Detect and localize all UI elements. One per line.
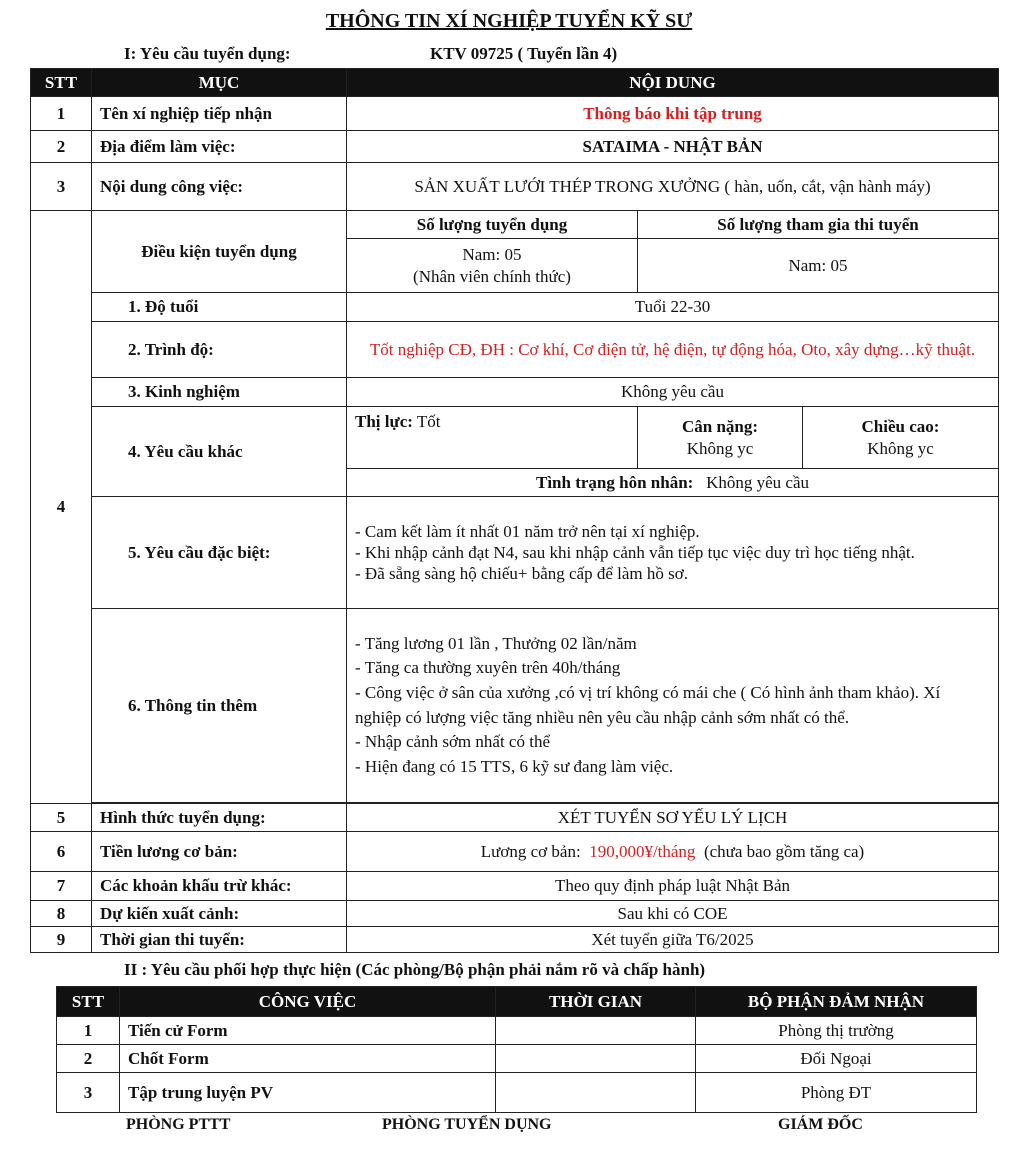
row-stt: 1: [31, 97, 92, 131]
salary-prefix: Lương cơ bản:: [480, 841, 581, 861]
row-item: Tiền lương cơ bản:: [92, 832, 347, 872]
table-row: [31, 872, 999, 901]
salary-suffix: (chưa bao gồm tăng ca): [703, 841, 865, 861]
row-dept: Phòng thị trường: [696, 1017, 977, 1045]
height-value: Không yc: [867, 438, 934, 458]
row-stt: 5: [31, 804, 92, 832]
coordination-table: [56, 986, 977, 1113]
signature-recruitment: PHÒNG TUYỂN DỤNG: [382, 1116, 552, 1133]
row-task: Tập trung luyện PV: [120, 1073, 496, 1113]
list-item: - Khi nhập cảnh đạt N4, sau khi nhập cảnh vẫn tiếp tục việc duy trì học tiếng nhật.: [355, 542, 915, 562]
row-stt: 4: [31, 211, 92, 804]
header-time: THỜI GIAN: [496, 987, 696, 1017]
list-item: - Đã sẵng sàng hộ chiếu+ bằng cấp để làm hồ sơ.: [355, 564, 688, 584]
vision-value: Tốt: [416, 412, 441, 431]
special-requirements-row: [31, 497, 999, 609]
row-task: Chốt Form: [120, 1045, 496, 1073]
signature-pttt: PHÒNG PTTT: [126, 1116, 231, 1133]
list-item: - Hiện đang có 15 TTS, 6 kỹ sư đang làm việc.: [355, 756, 674, 776]
table-row: [31, 163, 999, 211]
education-row: [31, 322, 999, 378]
conditions-label: Điều kiện tuyển dụng: [92, 211, 347, 293]
list-item: - Tăng lương 01 lần , Thưởng 02 lần/năm: [355, 633, 637, 653]
experience-value: Không yêu cầu: [347, 378, 999, 407]
row-content: Xét tuyển giữa T6/2025: [347, 927, 999, 953]
section1-label: I: Yêu cầu tuyển dụng:: [124, 44, 291, 63]
row-stt: 3: [57, 1073, 120, 1113]
list-item: - Cam kết làm ít nhất 01 năm trở nên tại xí nghiệp.: [355, 521, 700, 541]
row-item: Thời gian thi tuyển:: [92, 927, 347, 953]
row-stt: 8: [31, 901, 92, 927]
row-stt: 2: [31, 131, 92, 163]
table-row: [31, 804, 999, 832]
row-time: [496, 1017, 696, 1045]
row-content: Thông báo khi tập trung: [347, 97, 999, 131]
requirements-table: [30, 68, 999, 953]
header-item: MỤC: [92, 69, 347, 97]
vision-cell: [347, 407, 638, 469]
salary-cell: [347, 832, 999, 872]
row-dept: Đối Ngoại: [696, 1045, 977, 1073]
row-stt: 3: [31, 163, 92, 211]
section1-code: KTV 09725 ( Tuyển lần 4): [430, 44, 618, 63]
weight-label: Cân nặng:: [681, 417, 759, 437]
row-content: SẢN XUẤT LƯỚI THÉP TRONG XƯỞNG ( hàn, uốn, cắt, vận hành máy): [347, 163, 999, 211]
table-row: [31, 131, 999, 163]
education-label: 2. Trình độ:: [92, 322, 347, 378]
header-stt: STT: [57, 987, 120, 1017]
other-requirements-label: 4. Yêu cầu khác: [92, 407, 347, 497]
weight-cell: [638, 407, 803, 469]
weight-value: Không yc: [686, 438, 754, 458]
table-row: [31, 832, 999, 872]
header-stt: STT: [31, 69, 92, 97]
height-cell: [803, 407, 999, 469]
row-content: Theo quy định pháp luật Nhật Bản: [347, 872, 999, 901]
row-item: Địa điểm làm việc:: [92, 131, 347, 163]
marital-value: Không yêu cầu: [706, 472, 809, 492]
row-time: [496, 1073, 696, 1113]
row-stt: 7: [31, 872, 92, 901]
row-time: [496, 1045, 696, 1073]
header-task: CÔNG VIỆC: [120, 987, 496, 1017]
table-header-row: [31, 69, 999, 97]
extra-info-label: 6. Thông tin thêm: [92, 609, 347, 803]
height-label: Chiều cao:: [861, 417, 940, 437]
education-value: Tốt nghiệp CĐ, ĐH : Cơ khí, Cơ điện tử, hệ điện, tự động hóa, Oto, xây dựng…kỹ thuật.: [347, 322, 999, 378]
row-stt: 6: [31, 832, 92, 872]
page-title: [0, 10, 1018, 33]
row-item: Tên xí nghiệp tiếp nhận: [92, 97, 347, 131]
recruit-value: Nam: 05: [462, 245, 522, 265]
marital-label: Tình trạng hôn nhân:: [536, 472, 694, 492]
experience-row: [31, 378, 999, 407]
signature-director: GIÁM ĐỐC: [778, 1116, 863, 1133]
list-item: - Tăng ca thường xuyên trên 40h/tháng: [355, 658, 621, 678]
age-row: [31, 293, 999, 322]
page-title-text: THÔNG TIN XÍ NGHIỆP TUYỂN KỸ SƯ: [325, 10, 693, 32]
row-item: Dự kiến xuất cảnh:: [92, 901, 347, 927]
row-content: SATAIMA - NHẬT BẢN: [347, 131, 999, 163]
experience-label: 3. Kinh nghiệm: [92, 378, 347, 407]
row-item: Các khoản khấu trừ khác:: [92, 872, 347, 901]
table-row: [57, 1045, 977, 1073]
exam-value: Nam: 05: [638, 239, 999, 293]
marital-cell: [347, 469, 999, 497]
row-task: Tiến cử Form: [120, 1017, 496, 1045]
special-requirements-list: [347, 497, 999, 609]
header-dept: BỘ PHẬN ĐẢM NHẬN: [696, 987, 977, 1017]
exam-header: Số lượng tham gia thi tuyển: [638, 211, 999, 239]
salary-value: 190,000¥/tháng: [589, 841, 696, 861]
row-content: XÉT TUYỂN SƠ YẾU LÝ LỊCH: [347, 804, 999, 832]
row-stt: 9: [31, 927, 92, 953]
row-item: Nội dung công việc:: [92, 163, 347, 211]
table-row: [31, 901, 999, 927]
row-dept: Phòng ĐT: [696, 1073, 977, 1113]
recruit-header: Số lượng tuyển dụng: [347, 211, 638, 239]
conditions-header-row: [31, 211, 999, 239]
age-value: Tuổi 22-30: [347, 293, 999, 322]
list-item: - Nhập cảnh sớm nhất có thể: [355, 732, 550, 752]
row-item: Hình thức tuyển dụng:: [92, 804, 347, 832]
row-stt: 1: [57, 1017, 120, 1045]
other-requirements-row: [31, 407, 999, 469]
table-row: [31, 927, 999, 953]
table-row: [57, 1073, 977, 1113]
row-content: Sau khi có COE: [347, 901, 999, 927]
table-row: [57, 1017, 977, 1045]
vision-label: Thị lực:: [355, 412, 413, 431]
recruit-value-cell: [347, 239, 638, 293]
table-row: [31, 97, 999, 131]
extra-info-row: [31, 609, 999, 803]
header-content: NỘI DUNG: [347, 69, 999, 97]
extra-info-list: [347, 609, 999, 803]
table-header-row: [57, 987, 977, 1017]
section2-label: II : Yêu cầu phối hợp thực hiện (Các phòng/Bộ phận phải nắm rõ và chấp hành): [124, 960, 706, 979]
recruit-note: (Nhân viên chính thức): [413, 266, 571, 286]
list-item: - Công việc ở sân của xưởng ,có vị trí không có mái che ( Có hình ảnh tham khảo). Xí nghiệp có lượng việc tăng nhiều nên yêu cầu nhập cảnh sớm nhất có thể.: [355, 682, 941, 727]
age-label: 1. Độ tuổi: [92, 293, 347, 322]
row-stt: 2: [57, 1045, 120, 1073]
special-requirements-label: 5. Yêu cầu đặc biệt:: [92, 497, 347, 609]
